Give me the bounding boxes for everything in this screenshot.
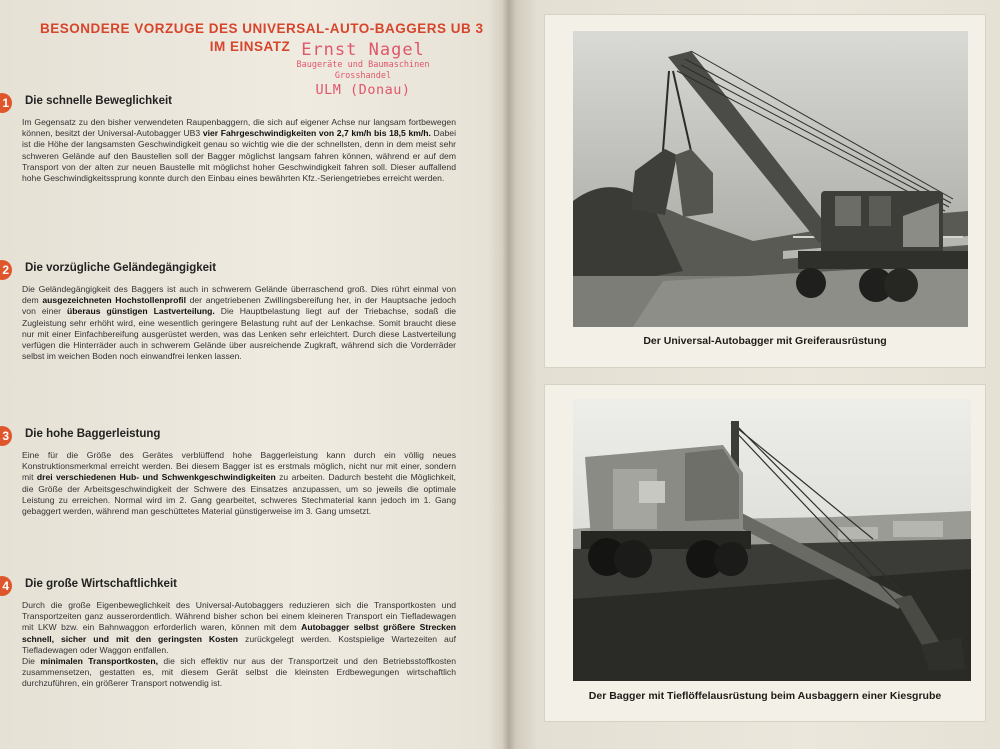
body-text: zurückgelegt werden. Kostspielige Wartezeiten auf Tiefladewagen oder Waggon entfallen. [22,633,456,655]
photo-caption-2: Der Bagger mit Tieflöffelausrüstung beim Ausbaggern einer Kiesgrube [588,690,942,702]
excavator-grab-image [573,31,968,327]
section-title: Die schnelle Beweglichkeit [25,95,173,107]
body-bold: Autobagger selbst größere Strecken schnell, sicher und mit den geringsten Kosten [22,622,456,644]
heading-line-1: BESONDERE VORZUGE DES UNIVERSAL-AUTO-BAGGERS UB 3 [40,21,484,36]
photo-frame-2 [544,384,986,722]
excavator-grab-photo [573,31,968,327]
section-number-marker: 3 [0,426,12,446]
section-body [22,284,456,362]
section-4 [2,578,456,690]
heading-line-2: IM EINSATZ [209,39,291,54]
body-bold: ausgezeichneten Hochstollenprofil [42,295,186,306]
body-bold: überaus günstigen Lastverteilung. [67,306,215,317]
section-number-marker: 1 [0,93,12,113]
body-bold: drei verschiedenen Hub- und Schwenkgeschwindigkeiten [36,472,276,483]
body-text: Durch die große Eigenbeweglichkeit des Universal-Autobaggers reduzieren sich die Transportkosten und Transportzeiten ganz ausserordentlich. Während bisher schon bei einem kleineren Transport ein Tiefladewagen mit LKW bzw. ein Bahnwaggon erforderlich waren, können mit dem [22,600,456,633]
body-text: Die Geländegängigkeit des Baggers ist auch in schwerem Gelände überraschend groß. Dies rührt einmal von dem [22,284,456,306]
section-number-marker: 2 [0,260,12,280]
section-title: Die vorzügliche Geländegängigkeit [25,262,217,274]
stamp-line-2: Grosshandel [334,71,392,81]
stamp-city: ULM (Donau) [315,82,411,98]
section-body [22,600,456,690]
body-text: die sich effektiv nur aus der Transportzeit und den Betriebsstoffkosten zusammensetzen, gestatten es, mit diesem Gerät selbst die kleinsten Erdbewegungen wirtschaftlich durchzuführen, ein größerer Transport notwendig ist. [22,656,456,689]
body-bold: minimalen Transportkosten, [40,656,158,667]
section-title: Die große Wirtschaftlichkeit [25,578,177,590]
body-text: der angetriebenen Zwillingsbereifung her, in der Hauptsache jedoch von einer [22,295,457,317]
body-text: Im Gegensatz zu den bisher verwendeten Raupenbaggern, die sich auf eigener Achse nur langsam fortbewegen können, besitzt der Universal-Autobagger UB3 [22,117,456,139]
body-text: Die [22,656,41,667]
section-2 [2,262,457,362]
body-text: Eine für die Größe des Gerätes verblüffend hohe Baggerleistung kann durch ein völlig neues Konstruktionsmerkmal erreicht werden. Bei diesem Bagger ist es erstmals möglich, nicht nur mit einer, sondern mit [22,450,456,483]
section-3 [2,428,457,517]
excavator-backhoe-photo [573,399,971,681]
body-text: zu arbeiten. Dadurch besteht die Möglichkeit, die Größe der Arbeitsgeschwindigkeit der Schwere des Einsatzes anzupassen, um so jeweils die optimale Leistung zu erreichen. Normal wird im 2. Gang gearbeitet, schweres Stechmaterial kann jedoch im 1. Gang gebaggert werden, während man geschüttetes Material günstigerweise im 3. Gang umsetzt. [22,472,457,517]
excavator-backhoe-image [573,399,971,681]
stamp-line-1: Baugeräte und Baumaschinen [296,60,430,70]
section-title: Die hohe Baggerleistung [25,428,161,440]
section-body [22,450,456,517]
stamp-name: Ernst Nagel [301,40,425,60]
photo-frame-1 [544,14,986,368]
section-number-marker: 4 [0,576,12,596]
body-text: Die Hauptbelastung liegt auf der Triebachse, sodaß die Zugleistung sehr erhöht wird, eine wesentlich geringere Belastung ruht auf der Lenkachse. Somit braucht diese nur mit einer Einfachbereifung ausgerüstet werden, was das Lenken sehr erleichtert. Durch diese Lastverteilung verfügen die Hinterräder auch in schwerem Gelände über ausreichende Zugkraft, während sich die Vorderräder selbst im weichen Boden noch einwandfrei lenken lassen. [22,306,457,362]
section-body [22,117,456,184]
body-text: Dabei ist die Höhe der langsamsten Geschwindigkeit genau so wichtig wie die der schnellsten, denn in dem meist sehr schweren Gelände auf den Baustellen soll der Bagger möglichst langsam fahren können, während er auf dem Transport von der alten zur neuen Baustelle mit möglichst hoher Geschwindigkeit fahren soll. Dieser auffallend hohe Geschwindigkeitssprung konnte durch den Einbau eines bewährten Kfz.-Seriengetriebes erreicht werden. [22,128,456,184]
photo-caption-1: Der Universal-Autobagger mit Greiferausrüstung [643,335,887,347]
section-1 [2,95,456,184]
dealer-stamp [288,40,438,99]
page-fold [502,0,516,749]
body-bold: vier Fahrgeschwindigkeiten von 2,7 km/h bis 18,5 km/h. [202,128,431,139]
